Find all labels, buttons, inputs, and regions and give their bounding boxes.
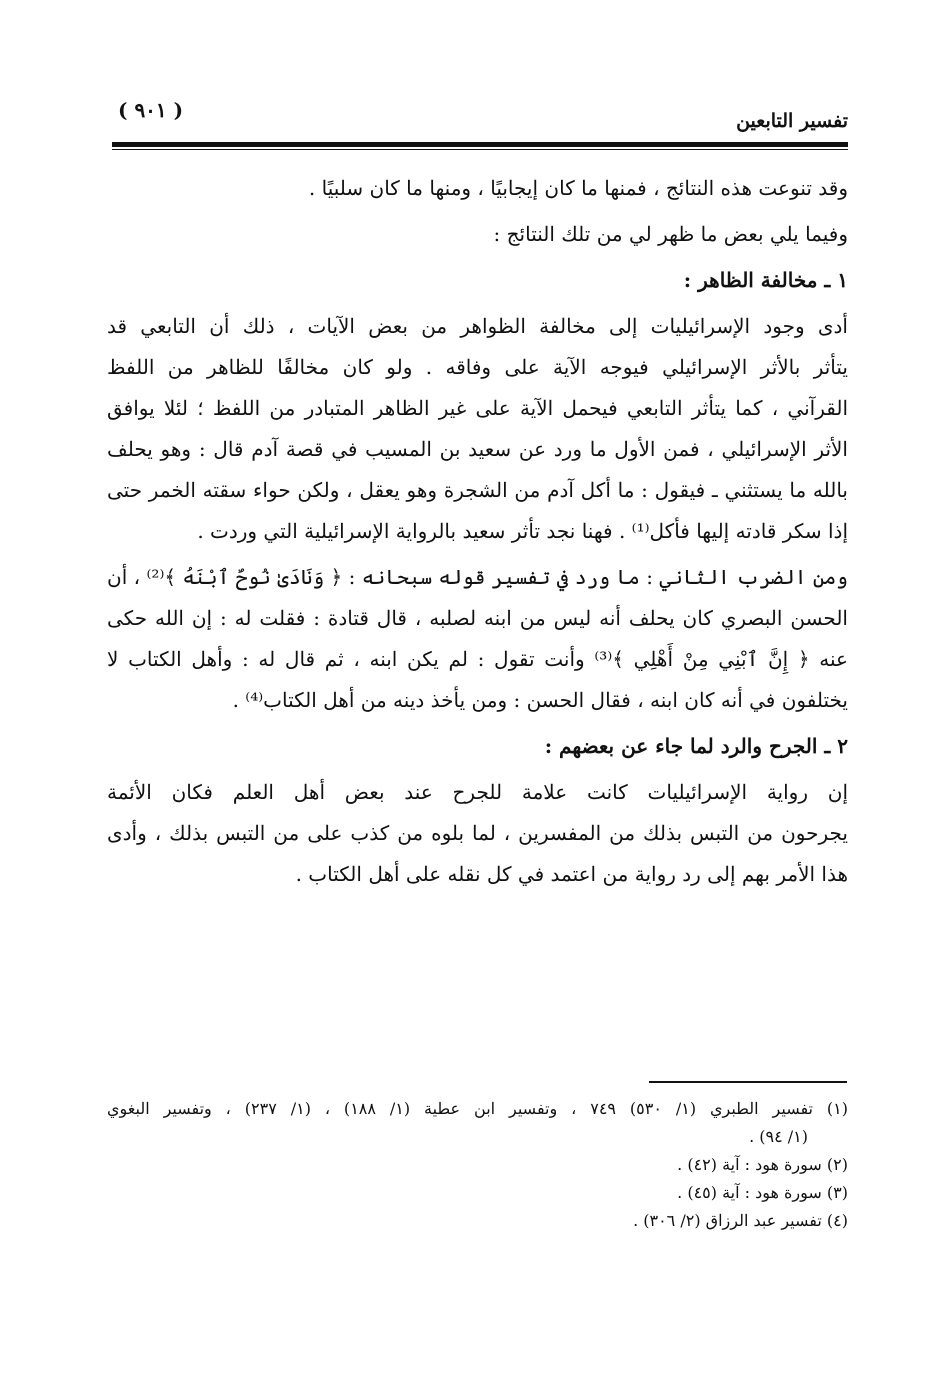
header-rule-thick [112,142,848,147]
page-header [112,96,848,136]
paragraph-line: القرآني ، كما يتأثر التابعي فيحمل الآية على غير الظاهر المتبادر من اللفظ ؛ لئلا يوافق [107,396,848,420]
section-heading: ٢ ـ الجرح والرد لما جاء عن بعضهم : [544,734,848,758]
main-text [107,168,848,895]
paragraph-line: هذا الأمر بهم إلى رد رواية من اعتمد في كل نقله على أهل الكتاب . [295,862,848,886]
paragraph-line: ومن الضرب الثاني : ما ورد في تفسير قوله سبحانه : ﴿ وَنَادَىٰ نُوحٌ ٱبْنَهُ ﴾⁽²⁾ ، أن [107,565,848,589]
footnote: (٤) تفسير عبد الرزاق (٢/ ٣٠٦) . [633,1211,848,1230]
paragraph-line: إن رواية الإسرائيليات كانت علامة للجرح عند بعض أهل العلم فكان الأئمة [107,780,848,804]
footnote: (٢) سورة هود : آية (٤٢) . [677,1155,848,1174]
paragraph-line: وقد تنوعت هذه النتائج ، فمنها ما كان إيجابيًا ، ومنها ما كان سلبيًا . [308,176,848,200]
paragraph-line: يختلفون في أنه كان ابنه ، فقال الحسن : ومن يأخذ دينه من أهل الكتاب⁽⁴⁾ . [232,688,848,712]
paragraph-line: بالله ما يستثني ـ فيقول : ما أكل آدم من الشجرة وهو يعقل ، ولكن حواء سقته الخمر حتى [107,478,848,502]
page-number: ( ٩٠١ ) [118,98,184,122]
section-heading: ١ ـ مخالفة الظاهر : [683,268,848,292]
paragraph-line: وفيما يلي بعض ما ظهر لي من تلك النتائج : [493,222,848,246]
paragraph-line: يجرحون من التبس بذلك من المفسرين ، لما بلوه من كذب على من التبس بذلك ، وأدى [107,821,848,845]
paragraph-line: الحسن البصري كان يحلف أنه ليس من ابنه لصلبه ، قال قتادة : فقلت له : إن الله حكى [107,606,848,630]
paragraph-line: إذا سكر قادته إليها فأكل⁽¹⁾ . فهنا نجد تأثر سعيد بالرواية الإسرائيلية التي وردت . [197,519,848,543]
footnote-continuation: (١/ ٩٤) . [749,1127,808,1146]
paragraph-line: أدى وجود الإسرائيليات إلى مخالفة الظواهر من بعض الآيات ، ذلك أن التابعي قد [107,314,848,338]
footnotes [107,1095,848,1235]
header-rule-thin [112,149,848,150]
footnote: (٣) سورة هود : آية (٤٥) . [677,1183,848,1202]
footnote: (١) تفسير الطبري (١/ ٥٣٠) ٧٤٩ ، وتفسير ابن عطية (١/ ١٨٨) ، (١/ ٢٣٧) ، وتفسير البغوي [107,1099,848,1118]
paragraph-line: يتأثر بالأثر الإسرائيلي فيوجه الآية على وفاقه . ولو كان مخالفًا للظاهر من اللفظ [107,355,848,379]
footnote-separator [649,1081,847,1083]
running-title: تفسير التابعين [736,110,848,132]
paragraph-line: الأثر الإسرائيلي ، فمن الأول ما ورد عن سعيد بن المسيب في قصة آدم قال : وهو يحلف [107,437,848,461]
paragraph-line: عنه ﴿ إِنَّ ٱبْنِي مِنْ أَهْلِي ﴾⁽³⁾ وأنت تقول : لم يكن ابنه ، ثم قال له : وأهل الكتاب لا [107,647,848,671]
